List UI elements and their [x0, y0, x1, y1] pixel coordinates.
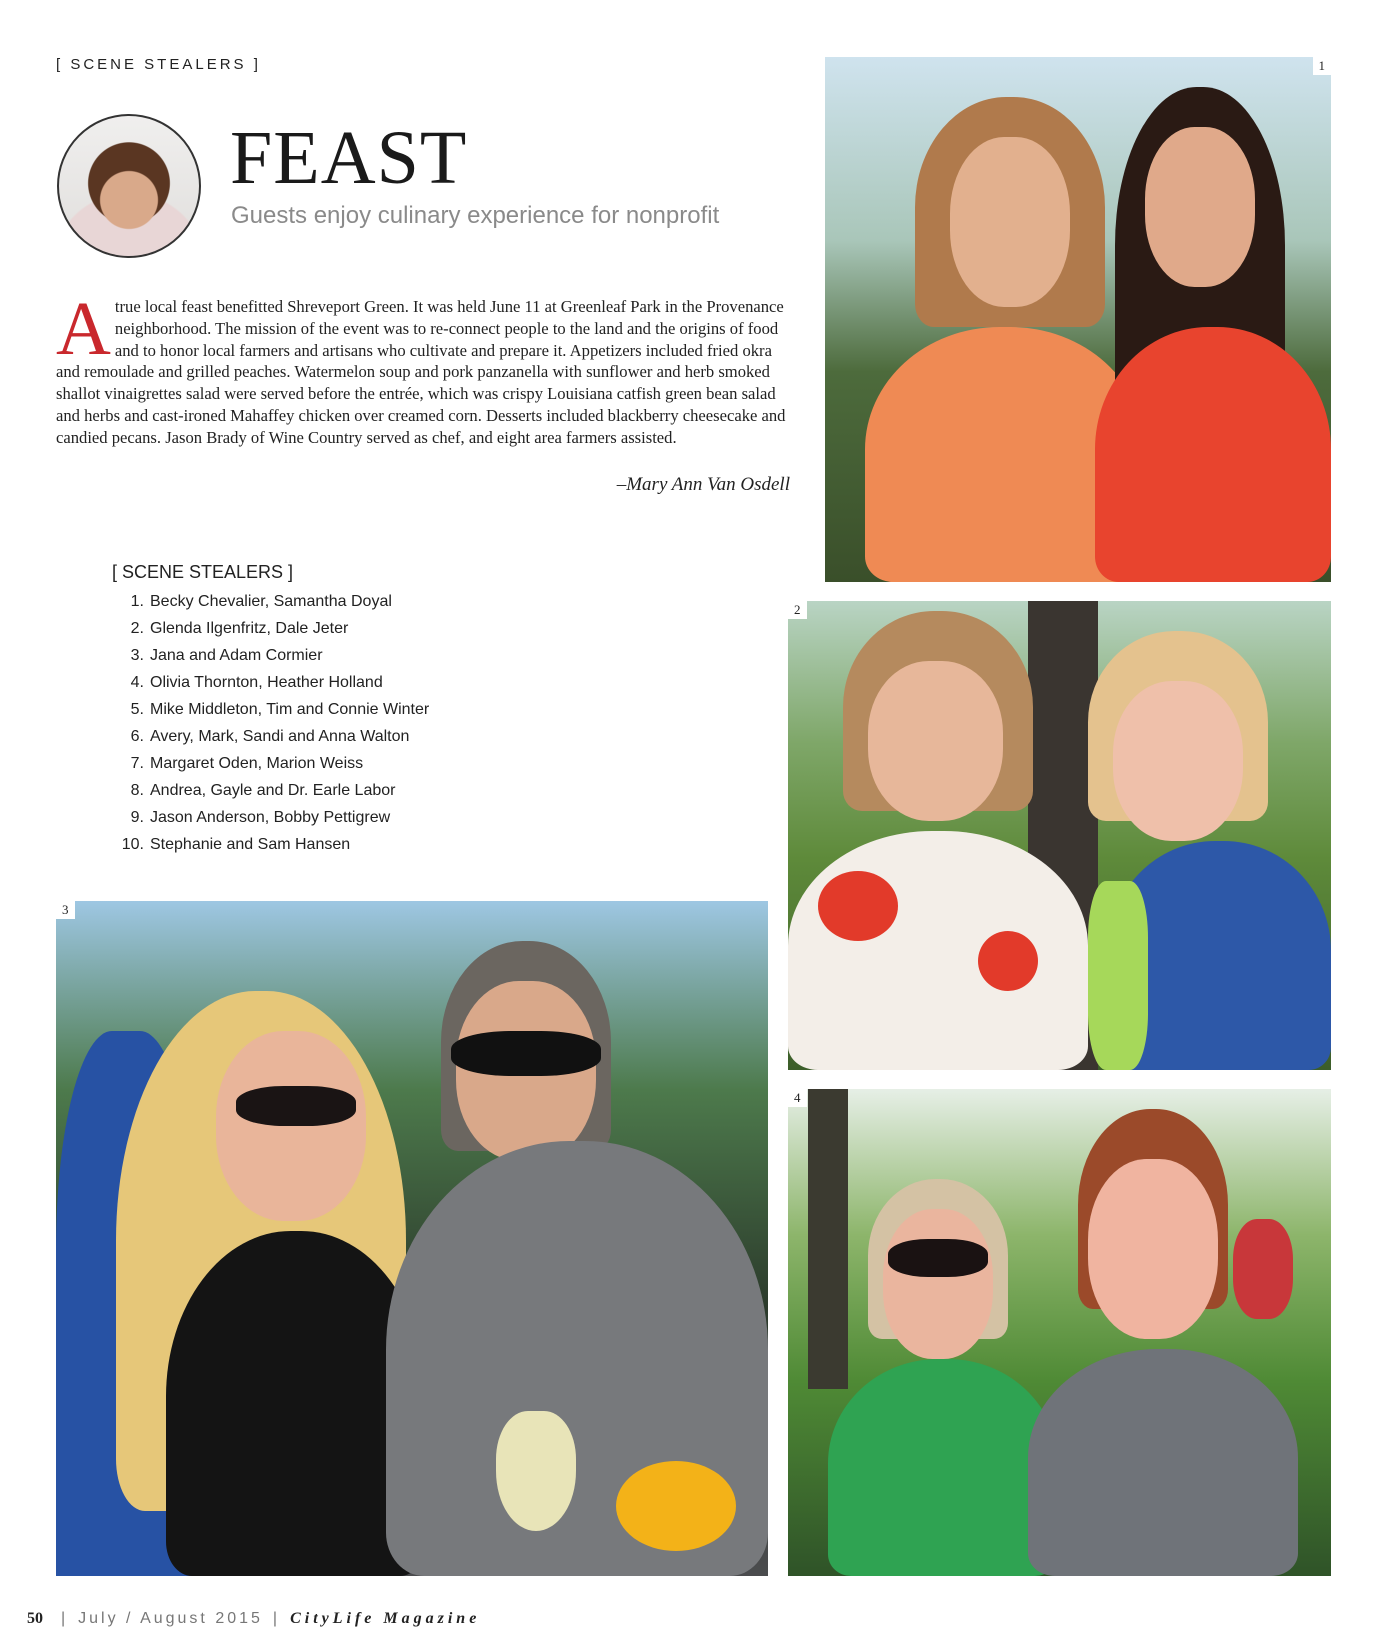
list-item-names: Andrea, Gayle and Dr. Earle Labor [150, 782, 396, 799]
author-portrait [57, 114, 201, 258]
list-item-names: Mike Middleton, Tim and Connie Winter [150, 701, 430, 718]
list-item-names: Becky Chevalier, Samantha Doyal [150, 593, 392, 610]
page-number: 50 [27, 1610, 43, 1627]
list-item-number: 7. [130, 755, 144, 772]
scene-stealers-list [112, 588, 429, 858]
magazine-name: CityLife Magazine [290, 1610, 481, 1627]
list-item-number: 9. [130, 809, 144, 826]
photo-1 [825, 57, 1331, 582]
list-item [112, 642, 429, 669]
list-item [112, 723, 429, 750]
scene-stealers-title: [ SCENE STEALERS ] [112, 562, 294, 582]
list-item [112, 777, 429, 804]
byline: –Mary Ann Van Osdell [616, 474, 790, 495]
list-item-names: Jana and Adam Cormier [150, 647, 323, 664]
section-label: [ SCENE STEALERS ] [56, 56, 261, 73]
list-item [112, 696, 429, 723]
list-item-names: Olivia Thornton, Heather Holland [150, 674, 383, 691]
list-item-number: 8. [130, 782, 144, 799]
list-item-number: 3. [130, 647, 144, 664]
photo-number: 2 [788, 601, 807, 619]
list-item-names: Stephanie and Sam Hansen [150, 836, 351, 853]
article-body [56, 287, 791, 449]
list-item-number: 6. [130, 728, 144, 745]
photo-2 [788, 601, 1331, 1070]
list-item [112, 831, 429, 858]
photo-3 [56, 901, 768, 1576]
list-item-names: Margaret Oden, Marion Weiss [150, 755, 364, 772]
list-item-number: 5. [130, 701, 144, 718]
list-item-names: Glenda Ilgenfritz, Dale Jeter [150, 620, 349, 637]
list-item [112, 588, 429, 615]
article-text: true local feast benefitted Shreveport Green. It was held June 11 at Greenleaf Park in the Provenance neighborhood. The mission of the event was to re-connect people to the land and the origins of food and to honor local farmers and artisans who cultivate and prepare it. Appetizers included fried okra and remoulade and grilled peaches. Watermelon soup and pork panzanella with sunflower and herb smoked shallot vinaigrettes salad were served before the entrée, which was crispy Louisiana catfish green bean salad and herbs and cast-ironed Mahaffey chicken over creamed corn. Desserts included blackberry cheesecake and candied pecans. Jason Brady of Wine Country served as chef, and eight area farmers assisted. [56, 297, 786, 447]
list-item [112, 615, 429, 642]
issue-date: July / August 2015 [78, 1610, 263, 1627]
list-item-names: Jason Anderson, Bobby Pettigrew [150, 809, 391, 826]
list-item-number: 1. [130, 593, 144, 610]
list-item [112, 804, 429, 831]
photo-number: 3 [56, 901, 75, 919]
drop-cap: A [56, 287, 111, 371]
list-item [112, 669, 429, 696]
page-footer: 50 | July / August 2015 | CityLife Magazine [27, 1610, 481, 1627]
list-item [112, 750, 429, 777]
photo-4 [788, 1089, 1331, 1576]
photo-number: 4 [788, 1089, 807, 1107]
list-item-number: 4. [130, 674, 144, 691]
page-title: FEAST [230, 116, 468, 200]
list-item-names: Avery, Mark, Sandi and Anna Walton [150, 728, 410, 745]
page-subtitle: Guests enjoy culinary experience for nonprofit [231, 202, 720, 229]
list-item-number: 2. [130, 620, 144, 637]
photo-number: 1 [1313, 57, 1332, 75]
list-item-number: 10. [121, 836, 144, 853]
